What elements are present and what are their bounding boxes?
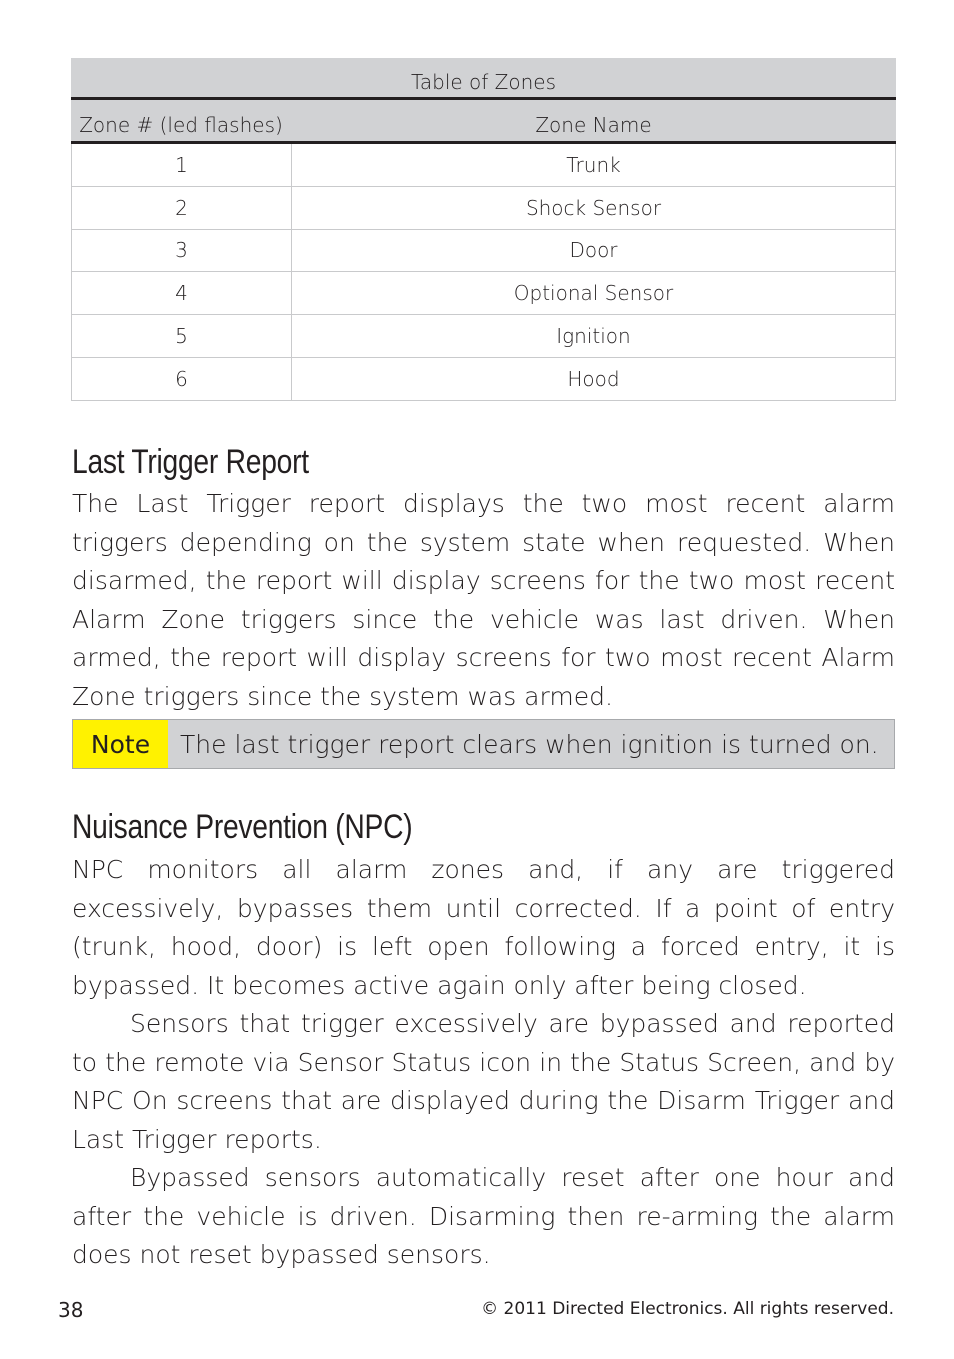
zone-number-cell: 4 (72, 272, 292, 314)
npc-paragraph-2: Sensors that trigger excessively are bypassed and reported to the remote via Sensor Status icon in the Status Screen, and by NPC On screens that are displayed during the Disarm Trigger and Last Trigger reports. (72, 1009, 895, 1154)
table-header-row (71, 100, 896, 144)
zone-number-cell: 2 (72, 187, 292, 229)
table-row (71, 230, 896, 273)
zone-name-cell: Shock Sensor (525, 195, 662, 220)
zones-table (71, 58, 896, 401)
zone-number-cell: 3 (72, 230, 292, 272)
table-row (71, 315, 896, 358)
table-body (71, 144, 896, 401)
note-label: Note (73, 720, 168, 768)
npc-paragraph-1: NPC monitors all alarm zones and, if any are triggered excessively, bypasses them until corrected. If a point of entry (trunk, hood, door) is left open following a forced entry, it is bypassed. It becomes active again only after being closed. (72, 855, 895, 1000)
note-box (72, 719, 895, 769)
zone-name-cell: Trunk (566, 152, 621, 177)
note-text: The last trigger report clears when ignition is turned on. (180, 729, 879, 759)
copyright-notice: © 2011 Directed Electronics. All rights reserved. (481, 1299, 894, 1319)
table-caption: Table of Zones (71, 58, 896, 100)
zone-name-cell: Ignition (556, 324, 631, 349)
table-row (71, 272, 896, 315)
zone-number-cell: 5 (72, 315, 292, 357)
table-row (71, 187, 896, 230)
zone-name-cell: Door (569, 238, 618, 263)
npc-heading: Nuisance Prevention (NPC) (72, 808, 413, 846)
last-trigger-heading: Last Trigger Report (72, 443, 309, 481)
zone-name-cell: Hood (567, 366, 620, 391)
zone-number-cell: 6 (72, 358, 292, 400)
page-number: 38 (58, 1298, 84, 1322)
table-row (71, 358, 896, 401)
header-zone-number: Zone # (led flashes) (79, 113, 283, 137)
npc-paragraph-3: Bypassed sensors automatically reset after one hour and after the vehicle is driven. Disarming then re-arming the alarm does not reset bypassed sensors. (72, 1163, 895, 1270)
table-row (71, 144, 896, 187)
last-trigger-body: The Last Trigger report displays the two most recent alarm triggers depending on the system state when requested. When disarmed, the report will display screens for the two most recent Alarm Zone triggers since the vehicle was last driven. When armed, the report will display screens for two most recent Alarm Zone triggers since the system was armed. (72, 489, 895, 711)
zone-name-cell: Optional Sensor (513, 281, 674, 306)
zone-number-cell: 1 (72, 144, 292, 186)
header-zone-name: Zone Name (535, 113, 652, 137)
